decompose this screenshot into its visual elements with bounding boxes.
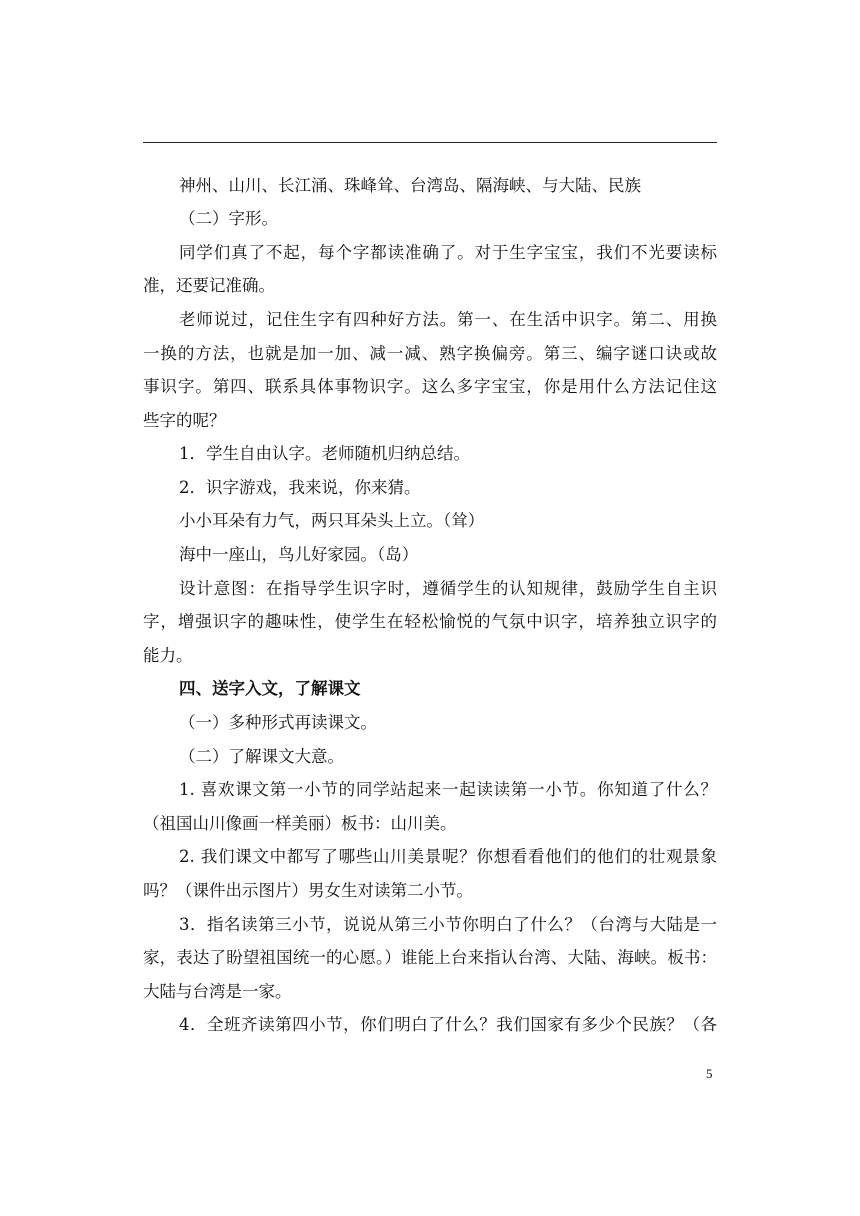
- page-number: 5: [706, 1066, 713, 1081]
- text-line: 海中一座山，鸟儿好家园。（岛）: [179, 545, 419, 564]
- text-line: 设计意图：在指导学生识字时，遵循学生的认知规律，鼓励学生自主识: [179, 579, 717, 598]
- text-line: 神州、山川、长江涌、珠峰耸、台湾岛、隔海峡、与大陆、民族: [179, 176, 641, 195]
- text-line: 大陆与台湾是一家。: [143, 982, 292, 1001]
- text-line: 老师说过，记住生字有四种好方法。第一、在生活中识字。第二、用换: [179, 310, 717, 329]
- text-line: 同学们真了不起，每个字都读准确了。对于生字宝宝，我们不光要读标: [179, 243, 717, 262]
- text-line: 家，表达了盼望祖国统一的心愿。）谁能上台来指认台湾、大陆、海峡。板书：: [143, 948, 717, 967]
- text-line: （祖国山川像画一样美丽）板书：山川美。: [143, 814, 457, 833]
- text-line: 字，增强识字的趣味性，使学生在轻松愉悦的气氛中识字，培养独立识字的: [143, 612, 717, 631]
- section-heading: 四、送字入文，了解课文: [179, 679, 361, 698]
- text-line: 些字的呢？: [143, 411, 226, 430]
- text-line: 一换的方法，也就是加一加、减一减、熟字换偏旁。第三、编字谜口诀或故: [143, 344, 717, 363]
- text-line: 准，还要记准确。: [143, 276, 275, 295]
- text-line: （二）了解课文大意。: [179, 747, 344, 766]
- text-line: （一）多种形式再读课文。: [179, 713, 377, 732]
- text-line: 2. 我们课文中都写了哪些山川美景呢？你想看看他们的他们的壮观景象: [179, 847, 717, 866]
- text-line: 4．全班齐读第四小节，你们明白了什么？我们国家有多少个民族？（各: [179, 1015, 717, 1034]
- text-line: （二）字形。: [179, 209, 278, 228]
- text-line: 吗？（课件出示图片）男女生对读第二小节。: [143, 881, 473, 900]
- text-line: 能力。: [143, 646, 193, 665]
- text-line: 3．指名读第三小节，说说从第三小节你明白了什么？（台湾与大陆是一: [179, 915, 717, 934]
- text-line: 事识字。第四、联系具体事物识字。这么多字宝宝，你是用什么方法记住这: [143, 377, 717, 396]
- text-line: 1．学生自由认字。老师随机归纳总结。: [179, 444, 470, 463]
- text-line: 小小耳朵有力气，两只耳朵头上立。（耸）: [179, 511, 485, 530]
- header-rule: [143, 142, 717, 143]
- text-line: 1. 喜欢课文第一小节的同学站起来一起读读第一小节。你知道了什么？: [179, 780, 717, 799]
- text-line: 2．识字游戏，我来说，你来猜。: [179, 478, 421, 497]
